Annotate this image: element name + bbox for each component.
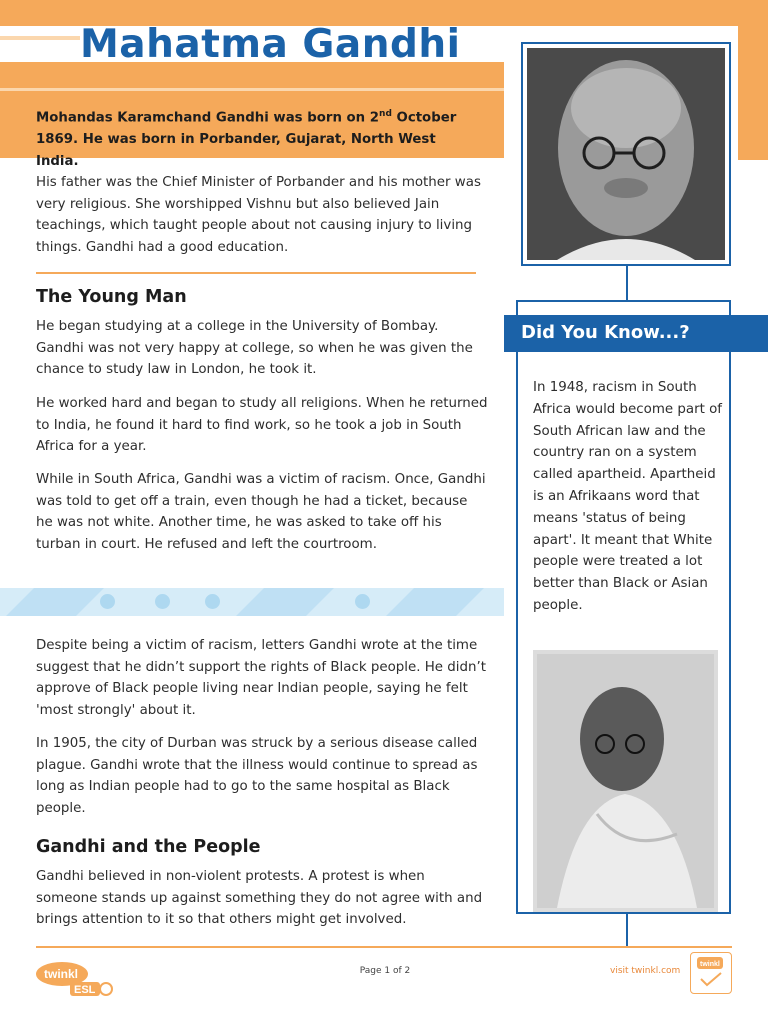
connector-line-bottom — [626, 914, 628, 946]
intro-superscript: nd — [379, 109, 392, 119]
did-you-know-text: In 1948, racism in South Africa would become part of South African law and the country ran on a system called apartheid. Apartheid is an Afrikaans word that means 'status of being apart'. It meant that White people were treated a lot better than Black or Asian people. — [533, 380, 723, 613]
svg-text:ESL: ESL — [74, 984, 96, 996]
gandhi-photo-image — [537, 654, 714, 908]
gandhi-photo-frame — [533, 650, 718, 912]
heading-gandhi-people: Gandhi and the People — [36, 837, 261, 857]
twinkl-esl-logo[interactable] — [36, 958, 116, 998]
svg-text:twinkl: twinkl — [700, 961, 720, 968]
paragraph-protests: Gandhi believed in non-violent protests. A protest is when someone stands up against something they do not agree with and brings attention to it so that others might get involved. — [36, 869, 483, 927]
connector-line — [626, 266, 628, 300]
page-title: Mahatma Gandhi — [80, 22, 461, 67]
gandhi-portrait-image — [527, 48, 725, 260]
paragraph-father: His father was the Chief Minister of Porbander and his mother was very religious. She worshipped Vishnu but also believed Jain teachings, which taught people about not causing injury to living things. Gandhi had a good education. — [36, 175, 481, 255]
heading-young-man: The Young Man — [36, 287, 187, 307]
paragraph-letters: Despite being a victim of racism, letters Gandhi wrote at the time suggest that he didn’t support the rights of Black people. He didn’t approve of Black people living near Indian people, saying he felt 'most strongly' about it. — [36, 638, 487, 718]
visit-link[interactable]: visit twinkl.com — [610, 966, 681, 976]
intro-box — [0, 91, 504, 170]
twinkl-logo-icon — [36, 958, 116, 998]
paragraph-bombay: He began studying at a college in the University of Bombay. Gandhi was not very happy at college, so when he was given the chance to study law in London, he took it. — [36, 319, 473, 377]
gandhi-portrait-frame — [521, 42, 731, 266]
intro-text-end: October 1869. He was born in Porbander, Gujarat, North West India. — [36, 110, 457, 170]
svg-text:twinkl: twinkl — [44, 967, 79, 981]
section-divider — [36, 272, 476, 274]
header-right-band — [738, 0, 768, 160]
blue-divider-band — [0, 588, 504, 616]
footer-divider — [36, 946, 732, 948]
header-stripe — [0, 36, 80, 40]
quality-badge-icon — [690, 952, 732, 994]
intro-text-start: Mohandas Karamchand Gandhi was born on 2 — [36, 110, 380, 126]
portrait-illustration — [527, 48, 725, 260]
did-you-know-heading: Did You Know...? — [504, 315, 768, 352]
paragraph-south-africa: While in South Africa, Gandhi was a victim of racism. Once, Gandhi was told to get off a train, even though he had a ticket, because he was not white. Another time, he was asked to take off his turban in court. He refused and left the courtroom. — [36, 472, 486, 552]
paragraph-plague: In 1905, the city of Durban was struck by a serious disease called plague. Gandhi wrote that the illness would continue to spread as long as Indian people had to go to the same hospital as Black people. — [36, 736, 478, 816]
paragraph-religions: He worked hard and began to study all religions. When he returned to India, he found it hard to find work, so he took a job in South Africa for a year. — [36, 396, 488, 454]
photo-illustration — [537, 654, 714, 908]
page-number: Page 1 of 2 — [359, 966, 411, 976]
